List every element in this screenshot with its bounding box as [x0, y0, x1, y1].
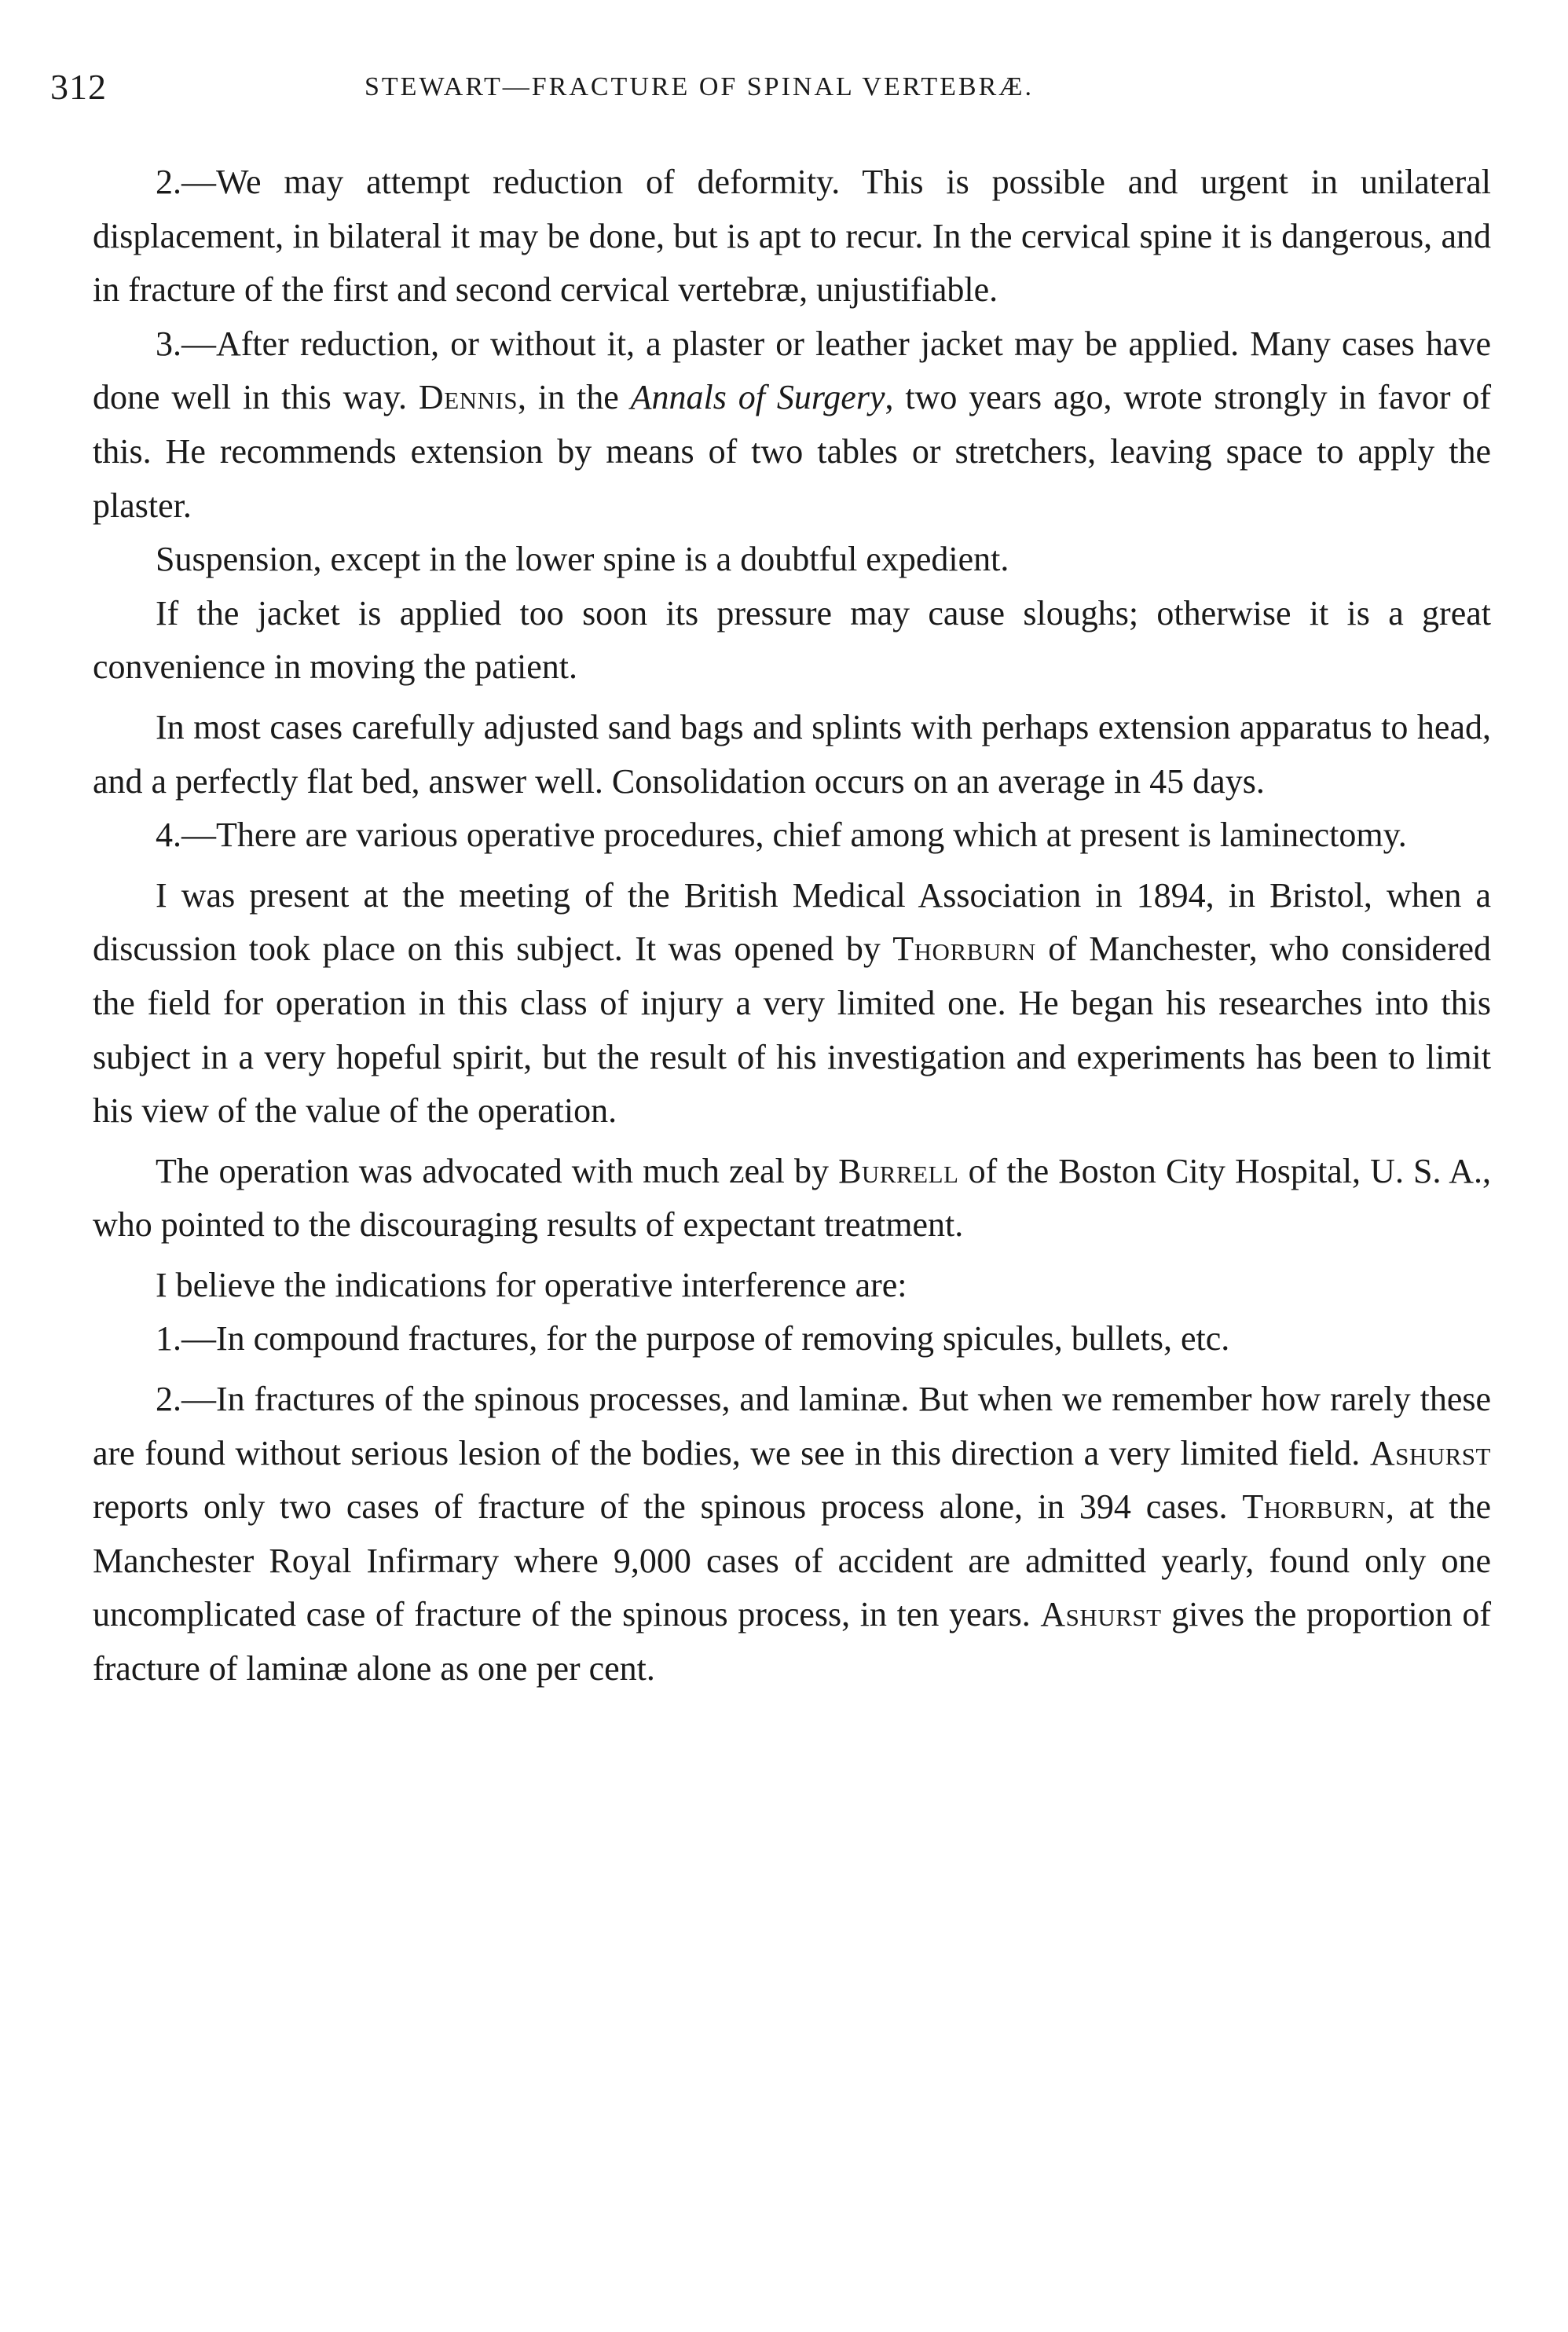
paragraph-burrell [93, 1145, 1491, 1252]
text-run: of the Boston City Hospital, U. S. A., who pointed to the discouraging results of expectant treatment. [93, 1151, 1491, 1245]
paragraph-jacket-timing: If the jacket is applied too soon its pressure may cause sloughs; otherwise it is a great convenience in moving the patient. [93, 593, 1491, 687]
paragraph-compound-fractures: 1.—In compound fractures, for the purpose of removing spicules, bullets, etc. [156, 1319, 1230, 1358]
text-run: , in the [517, 378, 631, 417]
paragraph-british-medical-association [93, 869, 1491, 1138]
author-name-dennis: Dennis [418, 378, 518, 417]
paragraph-indications-intro: I believe the indications for operative interference are: [156, 1265, 907, 1304]
text-run: The operation was advocated with much zeal by [156, 1151, 839, 1190]
paragraph-reduction-of-deformity: 2.—We may attempt reduction of deformity. This is possible and urgent in unilateral displacement, in bilateral it may be done, but is apt to recur. In the cervical spine it is dangerous, and in fracture of the first and second cervical vertebræ, unjustifiable. [93, 163, 1491, 310]
page-header [50, 66, 1508, 113]
paragraph-spinous-processes [93, 1373, 1491, 1696]
text-run: 2.—In fractures of the spinous processes, and laminæ. But when we remember how rarely these are found without serious lesion of the bodies, we see in this direction a very limited field. [93, 1380, 1491, 1472]
text-run: , two years ago, wrote strongly in favor of this. He recommends extension by means of two tables or stretchers, leaving space to apply the plaster. [93, 378, 1492, 525]
author-name-burrell: Burrell [838, 1151, 959, 1190]
paragraph-operative-procedures: 4.—There are various operative procedures, chief among which at present is laminectomy. [156, 816, 1407, 855]
author-name-ashurst: Ashurst [1369, 1433, 1491, 1472]
author-name-thorburn: Thorburn [892, 930, 1036, 969]
text-run: 3.—After reduction, or without it, a plaster or leather jacket may be applied. Many cases have done well in this way. [93, 324, 1491, 417]
author-name-thorburn: Thorburn [1242, 1487, 1386, 1527]
text-run: gives the proportion of fracture of laminæ alone as one per cent. [93, 1595, 1491, 1688]
page-number: 312 [50, 67, 107, 107]
text-run: I was present at the meeting of the British Medical Association in 1894, in Bristol, when a discussion took place on this subject. It was opened by [93, 875, 1491, 969]
text-run: reports only two cases of fracture of the spinous process alone, in 394 cases. [93, 1487, 1243, 1527]
text-run: , at the Manchester Royal Infirmary where 9,000 cases of accident are admitted yearly, found only one uncomplicated case of fracture of the spinous process, in ten years. [93, 1487, 1491, 1634]
author-name-ashurst: Ashurst [1040, 1595, 1162, 1634]
paragraph-sand-bags: In most cases carefully adjusted sand bags and splints with perhaps extension apparatus to head, and a perfectly flat bed, answer well. Consolidation occurs on an average in 45 days. [93, 707, 1491, 801]
body-text [93, 156, 1491, 1696]
running-head: STEWART—FRACTURE OF SPINAL VERTEBRÆ. [365, 72, 1034, 101]
journal-title: Annals of Surgery [630, 378, 885, 417]
text-run: of Manchester, who considered the field for operation in this class of injury a very limited one. He began his researches into this subject in a very hopeful spirit, but the result of his investigation and experiments has been to limit his view of the value of the operation. [93, 930, 1491, 1131]
paragraph-suspension: Suspension, except in the lower spine is a doubtful expedient. [156, 540, 1009, 579]
paragraph-plaster-jacket [93, 317, 1491, 533]
